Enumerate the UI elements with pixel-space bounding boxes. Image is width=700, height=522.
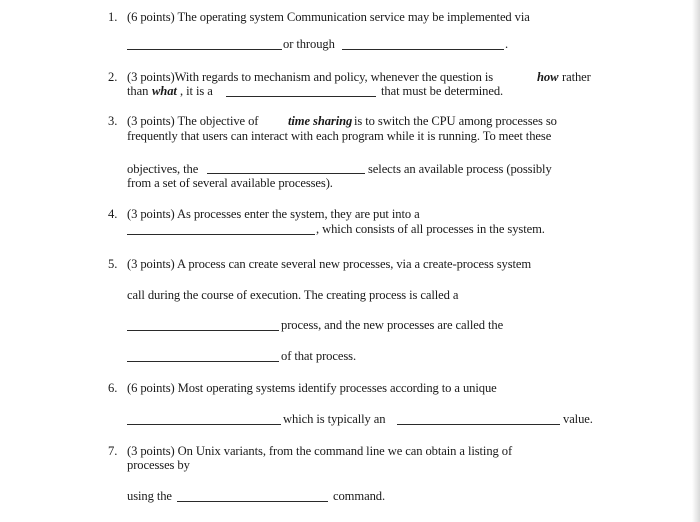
answer-blank[interactable] (207, 173, 365, 174)
question-text: (3 points) The objective of (127, 114, 259, 128)
question-text: selects an available process (possibly (368, 162, 552, 176)
question-text: rather (562, 70, 591, 84)
answer-blank[interactable] (127, 49, 282, 50)
question-number: 5. (108, 257, 118, 271)
question-text: that must be determined. (381, 84, 504, 98)
question-number: 4. (108, 207, 118, 221)
answer-blank[interactable] (177, 501, 328, 502)
question-text: (6 points) Most operating systems identify processes according to a unique (127, 381, 497, 395)
question-text: , which consists of all processes in the system. (316, 222, 545, 236)
question-number: 6. (108, 381, 118, 395)
question-text: (3 points) A process can create several new processes, via a create-process system (127, 257, 532, 271)
question-text: call during the course of execution. The creating process is called a (127, 288, 459, 302)
answer-blank[interactable] (397, 424, 560, 425)
answer-blank[interactable] (127, 361, 279, 362)
question-text: . (505, 37, 509, 51)
question-text: command. (333, 489, 386, 503)
question-text: objectives, the (127, 162, 199, 176)
question-text: (6 points) The operating system Communication service may be implemented via (127, 10, 530, 24)
emphasis-text: how (537, 70, 559, 84)
question-number: 3. (108, 114, 118, 128)
question-text: (3 points) On Unix variants, from the command line we can obtain a listing of (127, 444, 513, 458)
question-number: 7. (108, 444, 118, 458)
question-text: of that process. (281, 349, 356, 363)
answer-blank[interactable] (127, 234, 315, 235)
question-text: is to switch the CPU among processes so (354, 114, 557, 128)
emphasis-text: what (152, 84, 177, 98)
question-text: than (127, 84, 149, 98)
answer-blank[interactable] (226, 96, 376, 97)
question-text: which is typically an (283, 412, 386, 426)
question-text: from a set of several available processes). (127, 176, 333, 190)
emphasis-text: time sharing (288, 114, 353, 128)
question-text: processes by (127, 458, 190, 472)
question-text: value. (563, 412, 593, 426)
question-text: or through (283, 37, 335, 51)
question-text: , it is a (180, 84, 213, 98)
question-number: 2. (108, 70, 118, 84)
answer-blank[interactable] (127, 330, 279, 331)
answer-blank[interactable] (127, 424, 281, 425)
question-text: process, and the new processes are called the (281, 318, 504, 332)
page-edge-shadow (692, 0, 700, 522)
question-text: using the (127, 489, 172, 503)
answer-blank[interactable] (342, 49, 504, 50)
question-text: (3 points) As processes enter the system, they are put into a (127, 207, 420, 221)
question-number: 1. (108, 10, 118, 24)
question-text: (3 points)With regards to mechanism and policy, whenever the question is (127, 70, 494, 84)
question-text: frequently that users can interact with each program while it is running. To meet these (127, 129, 552, 143)
